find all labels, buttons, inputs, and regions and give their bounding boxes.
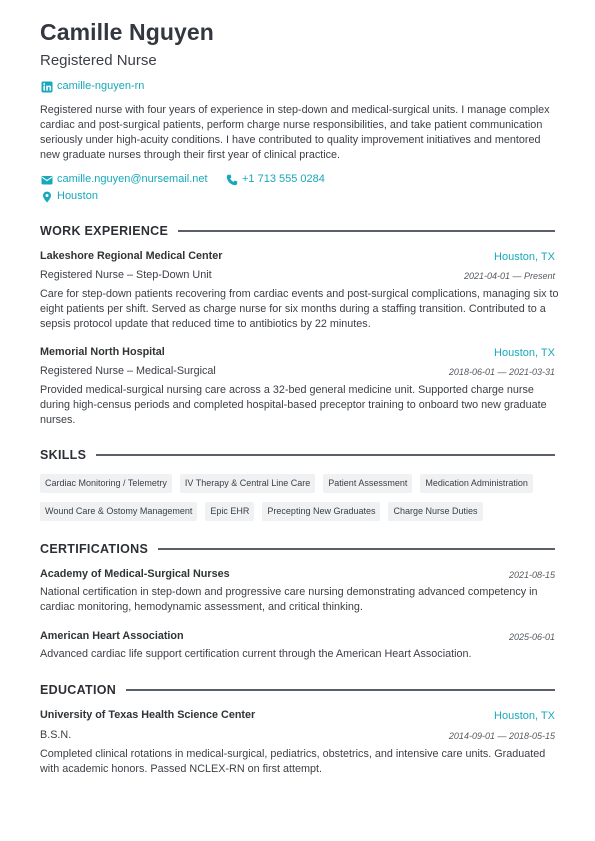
section-divider [178,230,555,232]
skill-chip: IV Therapy & Central Line Care [180,474,315,493]
education-dates: 2014-09-01 — 2018-05-15 [448,731,555,741]
linkedin-handle: camille-nguyen-rn [57,80,145,92]
skill-row [40,502,560,521]
education-degree: B.S.N. [40,729,72,741]
experience-role: Registered Nurse – Step-Down Unit [40,269,212,281]
skills-list [40,474,560,530]
skills-section-header [40,448,555,462]
map-pin-icon [41,191,53,203]
section-divider [96,454,555,456]
section-title-experience: WORK EXPERIENCE [40,224,169,238]
candidate-name: Camille Nguyen [40,19,214,45]
education-location: Houston, TX [494,710,555,722]
candidate-title: Registered Nurse [40,52,157,69]
skill-chip: Medication Administration [420,474,533,493]
section-divider [158,548,555,550]
phone-link[interactable] [226,173,325,186]
experience-employer: Lakeshore Regional Medical Center [40,250,223,262]
phone-number: +1 713 555 0284 [242,173,325,185]
experience-location: Houston, TX [494,251,555,263]
skill-row [40,474,560,493]
experience-employer: Memorial North Hospital [40,346,165,358]
email-address: camille.nguyen@nursemail.net [57,173,208,185]
skill-chip: Precepting New Graduates [262,502,380,521]
experience-dates: 2021-04-01 — Present [463,271,555,281]
certification-issuer: Academy of Medical-Surgical Nurses [40,568,230,580]
section-title-skills: SKILLS [40,448,87,462]
certifications-section-header [40,542,555,556]
skill-chip: Patient Assessment [323,474,412,493]
experience-section-header [40,224,555,238]
linkedin-link[interactable] [41,80,144,93]
certification-description: National certification in step-down and progressive care nursing demonstrating advanced competency in cardiac monitoring, hemodynamic assessment, and critical thinking. [40,586,538,613]
certification-description: Advanced cardiac life support certification current through the American Heart Association. [40,648,472,660]
education-description: Completed clinical rotations in medical-surgical, pediatrics, obstetrics, and intensive care units. Graduated with academic honors. Passed NCLEX-RN on first attempt. [40,748,546,775]
education-section-header [40,683,555,697]
profile-summary: Registered nurse with four years of experience in step-down and medical-surgical units. I manage complex cardiac and post-surgical patients, perform charge nurse responsibilities, and take patient communication seriously under high-acuity conditions. I have contributed to quality improvement initiatives and mentored new graduate nurses through their first year of clinical practice. [40,104,550,161]
location-info [41,190,98,203]
certification-date: 2021-08-15 [508,570,555,580]
section-title-certifications: CERTIFICATIONS [40,542,149,556]
education-school: University of Texas Health Science Center [40,709,256,721]
experience-role: Registered Nurse – Medical-Surgical [40,365,216,377]
linkedin-icon [41,81,53,93]
experience-dates: 2018-06-01 — 2021-03-31 [448,367,555,377]
certification-date: 2025-06-01 [508,632,555,642]
skill-chip: Wound Care & Ostomy Management [40,502,197,521]
section-title-education: EDUCATION [40,683,117,697]
experience-description: Provided medical-surgical nursing care across a 32-bed general medicine unit. Supported charge nurse during high-census periods and completed hospital-based preceptor training to onboard two new graduate nurses. [40,384,547,426]
skill-chip: Cardiac Monitoring / Telemetry [40,474,172,493]
section-divider [126,689,555,691]
skill-chip: Charge Nurse Duties [388,502,482,521]
experience-description: Care for step-down patients recovering from cardiac events and post-surgical complications, managing six to eight patients per shift. Served as charge nurse for six months during a staffing transition. Contributed to a sepsis protocol update that reduced time to antibiotics by 22 minutes. [40,288,559,330]
certification-issuer: American Heart Association [40,630,184,642]
phone-icon [226,174,238,186]
email-link[interactable] [41,173,208,186]
skill-chip: Epic EHR [205,502,254,521]
city-name: Houston [57,190,98,202]
envelope-icon [41,174,53,186]
experience-location: Houston, TX [494,347,555,359]
